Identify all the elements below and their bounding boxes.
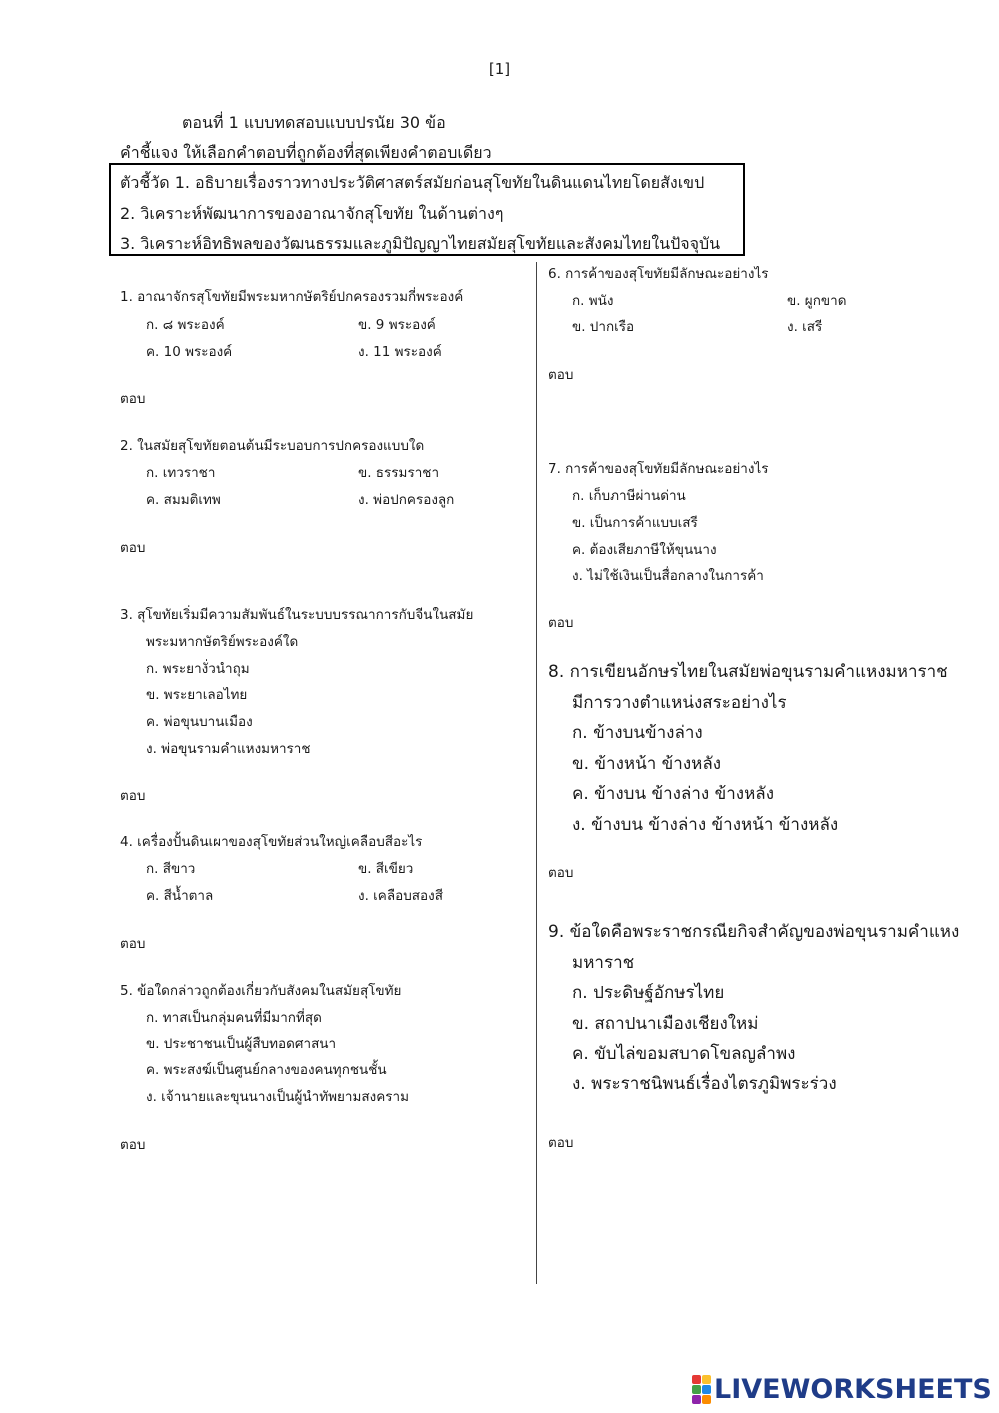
question-2: 2. ในสมัยสุโขทัยตอนต้นมีระบอบการปกครองแบบใด [120,438,425,454]
q5-option-c[interactable]: ค. พระสงฆ์เป็นศูนย์กลางของคนทุกชนชั้น [146,1062,387,1078]
q8-option-d[interactable]: ง. ข้างบน ข้างล่าง ข้างหน้า ข้างหลัง [572,815,839,835]
q8-option-a[interactable]: ก. ข้างบนข้างล่าง [572,723,703,743]
q5-answer-label: ตอบ [120,1137,146,1153]
column-divider [536,262,537,1284]
q4-option-b[interactable]: ข. สีเขียว [358,861,414,877]
question-9-cont: มหาราช [572,953,635,973]
q5-option-b[interactable]: ข. ประชาชนเป็นผู้สืบทอดศาสนา [146,1036,337,1052]
question-3-cont: พระมหากษัตริย์พระองค์ใด [146,634,299,650]
q3-option-d[interactable]: ง. พ่อขุนรามคำแหงมหาราช [146,741,311,757]
q6-option-d[interactable]: ง. เสรี [787,319,823,335]
q9-option-b[interactable]: ข. สถาปนาเมืองเชียงใหม่ [572,1014,759,1034]
q2-option-c[interactable]: ค. สมมติเทพ [146,492,221,508]
q3-answer-label: ตอบ [120,788,146,804]
q9-option-a[interactable]: ก. ประดิษฐ์อักษรไทย [572,983,725,1003]
q7-answer-label: ตอบ [548,615,574,631]
q7-option-b[interactable]: ข. เป็นการค้าแบบเสรี [572,515,698,531]
question-8-cont: มีการวางตำแหน่งสระอย่างไร [572,693,787,713]
indicator-2: 2. วิเคราะห์พัฒนาการของอาณาจักสุโขทัย ในด้านต่างๆ [120,204,504,223]
instruction: คำชี้แจง ให้เลือกคำตอบที่ถูกต้องที่สุดเพียงคำตอบเดียว [120,143,492,162]
q7-option-d[interactable]: ง. ไม่ใช้เงินเป็นสื่อกลางในการค้า [572,568,764,584]
question-3: 3. สุโขทัยเริ่มมีความสัมพันธ์ในระบบบรรณาการกับจีนในสมัย [120,607,474,623]
q4-option-c[interactable]: ค. สีน้ำตาล [146,888,214,904]
q2-option-d[interactable]: ง. พ่อปกครองลูก [358,492,455,508]
logo-icon [692,1375,711,1404]
q6-answer-label: ตอบ [548,367,574,383]
question-9: 9. ข้อใดคือพระราชกรณียกิจสำคัญของพ่อขุนรามคำแหง [548,922,960,942]
q1-option-c[interactable]: ค. 10 พระองค์ [146,344,233,360]
question-1: 1. อาณาจักรสุโขทัยมีพระมหากษัตริย์ปกครองรวมกี่พระองค์ [120,289,464,305]
q1-option-a[interactable]: ก. ๘ พระองค์ [146,317,225,333]
q4-option-d[interactable]: ง. เคลือบสองสี [358,888,443,904]
logo-text: LIVEWORKSHEETS [714,1374,992,1405]
q9-option-c[interactable]: ค. ขับไล่ขอมสบาดโขลญลำพง [572,1044,796,1064]
q5-option-a[interactable]: ก. ทาสเป็นกลุ่มคนที่มีมากที่สุด [146,1010,322,1026]
q2-answer-label: ตอบ [120,540,146,556]
question-7: 7. การค้าของสุโขทัยมีลักษณะอย่างไร [548,461,769,477]
page-number: [1] [488,60,511,78]
q4-option-a[interactable]: ก. สีขาว [146,861,196,877]
question-8: 8. การเขียนอักษรไทยในสมัยพ่อขุนรามคำแหงมหาราช [548,662,948,682]
q8-option-c[interactable]: ค. ข้างบน ข้างล่าง ข้างหลัง [572,784,774,804]
question-4: 4. เครื่องปั้นดินเผาของสุโขทัยส่วนใหญ่เคลือบสีอะไร [120,834,423,850]
liveworksheets-logo[interactable] [692,1374,992,1405]
indicator-1: ตัวชี้วัด 1. อธิบายเรื่องราวทางประวัติศาสตร์สมัยก่อนสุโขทัยในดินแดนไทยโดยสังเขป [120,173,705,192]
question-6: 6. การค้าของสุโขทัยมีลักษณะอย่างไร [548,266,769,282]
question-5: 5. ข้อใดกล่าวถูกต้องเกี่ยวกับสังคมในสมัยสุโขทัย [120,983,402,999]
q6-option-c[interactable]: ข. ปากเรือ [572,319,635,335]
q7-option-a[interactable]: ก. เก็บภาษีผ่านด่าน [572,488,686,504]
q2-option-b[interactable]: ข. ธรรมราชา [358,465,440,481]
q1-answer-label: ตอบ [120,391,146,407]
q7-option-c[interactable]: ค. ต้องเสียภาษีให้ขุนนาง [572,542,717,558]
q9-answer-label: ตอบ [548,1135,574,1151]
q8-option-b[interactable]: ข. ข้างหน้า ข้างหลัง [572,754,722,774]
q3-option-a[interactable]: ก. พระยางั่วนำถุม [146,661,250,677]
q1-option-b[interactable]: ข. 9 พระองค์ [358,317,436,333]
q6-option-a[interactable]: ก. พนัง [572,293,614,309]
q2-option-a[interactable]: ก. เทวราชา [146,465,216,481]
q8-answer-label: ตอบ [548,865,574,881]
q6-option-b[interactable]: ข. ผูกขาด [787,293,847,309]
q3-option-c[interactable]: ค. พ่อขุนบานเมือง [146,714,253,730]
q1-option-d[interactable]: ง. 11 พระองค์ [358,344,442,360]
q4-answer-label: ตอบ [120,936,146,952]
q5-option-d[interactable]: ง. เจ้านายและขุนนางเป็นผู้นำทัพยามสงคราม [146,1089,409,1105]
indicator-3: 3. วิเคราะห์อิทธิพลของวัฒนธรรมและภูมิปัญญาไทยสมัยสุโขทัยและสังคมไทยในปัจจุบัน [120,234,721,253]
part-title: ตอนที่ 1 แบบทดสอบแบบปรนัย 30 ข้อ [182,113,446,132]
q3-option-b[interactable]: ข. พระยาเลอไทย [146,687,248,703]
q9-option-d[interactable]: ง. พระราชนิพนธ์เรื่องไตรภูมิพระร่วง [572,1074,837,1094]
